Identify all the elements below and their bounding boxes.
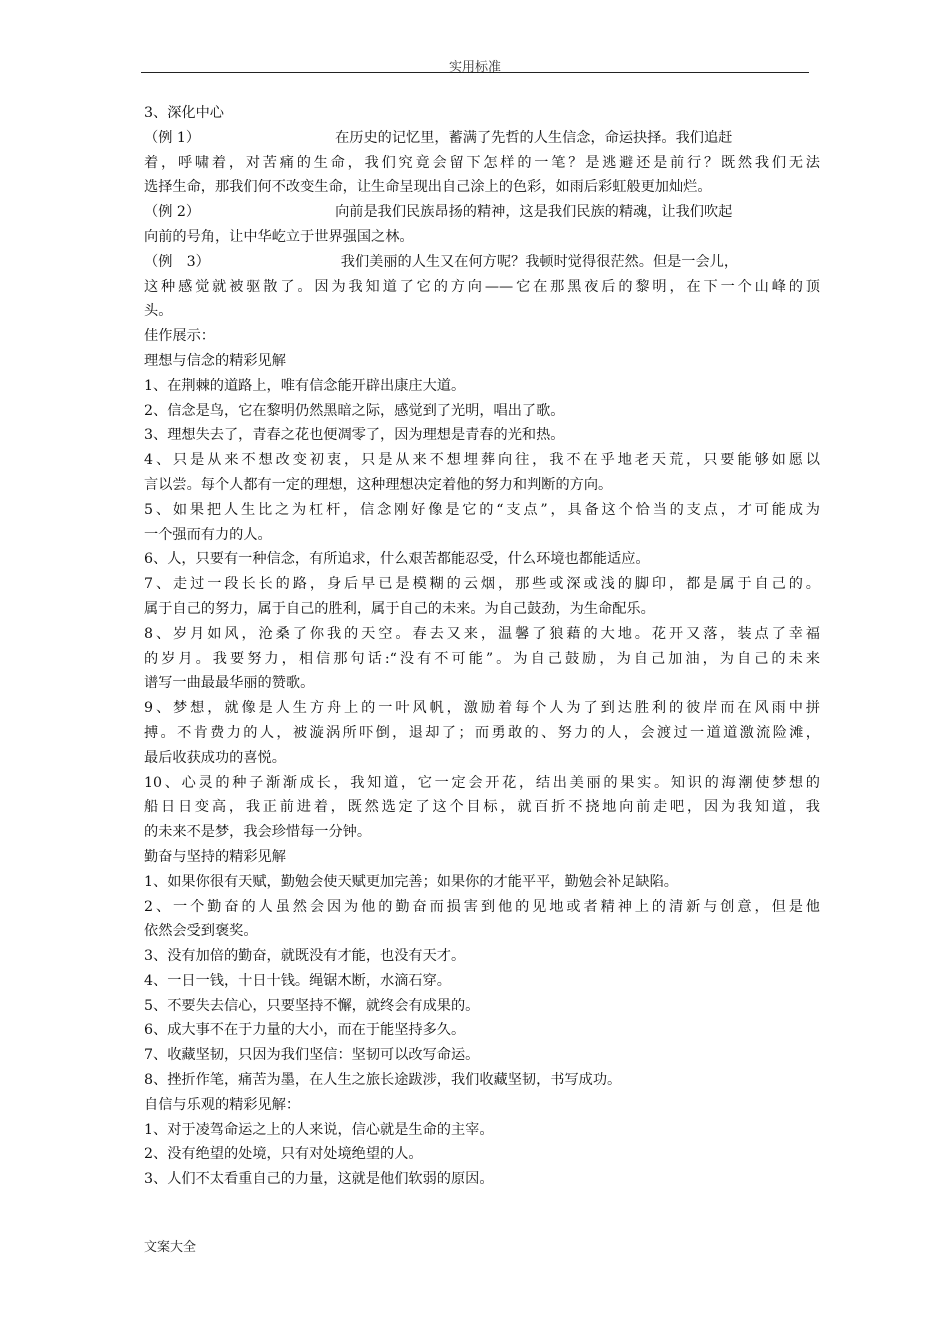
list-item — [144, 448, 820, 498]
text-line: 4、一日一钱，十日十钱。绳锯木断，水滴石穿。 — [144, 972, 451, 989]
example-paragraph — [144, 126, 820, 200]
page-header-title: 实用标准 — [448, 60, 501, 75]
page-footer-text: 文案大全 — [144, 1240, 197, 1255]
text-line: 的岁月。我要努力，相信那句话:“没有不可能”。为自己鼓励，为自己加油，为自己的未来 — [144, 650, 820, 667]
list-item — [144, 498, 820, 548]
text-line: 搏。不肯费力的人，被漩涡所吓倒，退却了；而勇敢的、努力的人，会渡过一道道激流险滩， — [144, 724, 820, 741]
group-title: 自信与乐观的精彩见解： — [144, 1096, 301, 1113]
text-line: 谱写一曲最最华丽的赞歌。 — [144, 675, 315, 692]
text-line: 1、在荆棘的道路上，唯有信念能开辟出康庄大道。 — [144, 377, 466, 394]
text-line: 属于自己的努力，属于自己的胜利，属于自己的未来。为自己鼓劲，为生命配乐。 — [144, 600, 655, 617]
text-line: 2、一个勤奋的人虽然会因为他的勤奋而损害到他的见地或者精神上的清新与创意，但是他 — [144, 898, 820, 915]
header-divider — [141, 72, 809, 73]
text-line: 选择生命，那我们何不改变生命，让生命呈现出自己涂上的色彩，如雨后彩虹般更加灿烂。 — [144, 179, 712, 196]
list-item — [144, 1118, 820, 1143]
list-item — [144, 1043, 820, 1068]
text-line: 头。 — [144, 303, 173, 320]
groups-block — [144, 349, 820, 1192]
showcase-title: 佳作展示： — [144, 328, 215, 345]
list-item — [144, 374, 820, 399]
example-label: （例 2） — [144, 204, 201, 221]
text-line: 的未来不是梦，我会珍惜每一分钟。 — [144, 824, 372, 841]
examples-block — [144, 126, 820, 324]
example-paragraph — [144, 250, 820, 324]
list-item — [144, 423, 820, 448]
list-item — [144, 399, 820, 424]
text-line: 7、走过一段长长的路，身后早已是模糊的云烟，那些或深或浅的脚印，都是属于自己的。 — [144, 576, 820, 593]
text-line: 1、对于凌驾命运之上的人来说，信心就是生命的主宰。 — [144, 1121, 494, 1138]
text-line: 6、人，只要有一种信念，有所追求，什么艰苦都能忍受，什么环境也都能适应。 — [144, 551, 650, 568]
text-line: 言以尝。每个人都有一定的理想，这种理想决定着他的努力和判断的方向。 — [144, 476, 613, 493]
list-item — [144, 771, 820, 845]
group-title: 勤奋与坚持的精彩见解 — [144, 848, 286, 865]
text-line: 一个强而有力的人。 — [144, 526, 272, 543]
text-line — [144, 126, 820, 151]
text-line: 10、心灵的种子渐渐成长，我知道，它一定会开花，结出美丽的果实。知识的海潮使梦想的 — [144, 774, 820, 791]
example-label: （例 1） — [144, 129, 201, 146]
list-item — [144, 895, 820, 945]
text-line: 船日日变高，我正前进着，既然选定了这个目标，就百折不挠地向前走吧，因为我知道，我 — [144, 799, 820, 816]
list-item — [144, 870, 820, 895]
group-title: 理想与信念的精彩见解 — [144, 352, 286, 369]
text-line: 3、理想失去了，青春之花也便凋零了，因为理想是青春的光和热。 — [144, 427, 565, 444]
list-item — [144, 1068, 820, 1093]
text-line: 7、收藏坚韧，只因为我们坚信：坚韧可以改写命运。 — [144, 1047, 480, 1064]
text-line: 依然会受到褒奖。 — [144, 923, 258, 940]
list-item — [144, 1142, 820, 1167]
example-text: 在历史的记忆里，蓄满了先哲的人生信念，命运抉择。我们追赶 — [335, 129, 733, 146]
text-line: 3、人们不太看重自己的力量，这就是他们软弱的原因。 — [144, 1171, 494, 1188]
text-line: 5、不要失去信心，只要坚持不懈，就终会有成果的。 — [144, 997, 480, 1014]
example-text: 我们美丽的人生又在何方呢？我顿时觉得很茫然。但是一会儿， — [340, 253, 739, 270]
text-line: 9、梦想，就像是人生方舟上的一叶风帆，激励着每个人为了到达胜利的彼岸而在风雨中拼 — [144, 700, 820, 717]
text-line: 这种感觉就被驱散了。因为我知道了它的方向——它在那黑夜后的黎明，在下一个山峰的顶 — [144, 278, 820, 295]
text-line: 1、如果你很有天赋，勤勉会使天赋更加完善；如果你的才能平平，勤勉会补足缺陷。 — [144, 873, 678, 890]
text-line: 6、成大事不在于力量的大小，而在于能坚持多久。 — [144, 1022, 466, 1039]
text-line: 2、信念是鸟，它在黎明仍然黑暗之际，感觉到了光明，唱出了歌。 — [144, 402, 565, 419]
list-item — [144, 572, 820, 622]
text-line: 最后收获成功的喜悦。 — [144, 749, 286, 766]
example-paragraph — [144, 200, 820, 250]
section-title: 3、深化中心 — [144, 105, 224, 121]
text-line: 4、只是从来不想改变初衷，只是从来不想埋葬向往，我不在乎地老天荒，只要能够如愿以 — [144, 452, 820, 469]
list-item — [144, 622, 820, 696]
text-line: 向前的号角，让中华屹立于世界强国之林。 — [144, 228, 414, 245]
text-line — [144, 250, 820, 275]
list-item — [144, 994, 820, 1019]
list-item — [144, 944, 820, 969]
list-item — [144, 547, 820, 572]
example-text: 向前是我们民族昂扬的精神，这是我们民族的精魂，让我们吹起 — [335, 204, 733, 221]
example-label: （例 3） — [144, 253, 210, 270]
document-body — [144, 101, 820, 1192]
text-line: 2、没有绝望的处境，只有对处境绝望的人。 — [144, 1146, 423, 1163]
list-item — [144, 1018, 820, 1043]
text-line: 8、挫折作笔，痛苦为墨，在人生之旅长途跋涉，我们收藏坚韧，书写成功。 — [144, 1072, 622, 1089]
text-line: 着，呼啸着，对苦痛的生命，我们究竟会留下怎样的一笔？是逃避还是前行？既然我们无法 — [144, 154, 820, 171]
text-line — [144, 200, 820, 225]
list-item — [144, 696, 820, 770]
text-line: 3、没有加倍的勤奋，就既没有才能，也没有天才。 — [144, 948, 466, 965]
text-line: 5、如果把人生比之为杠杆，信念刚好像是它的“支点”，具备这个恰当的支点，才可能成为 — [144, 501, 820, 518]
list-item — [144, 969, 820, 994]
text-line: 8、岁月如风，沧桑了你我的天空。春去又来，温馨了狼藉的大地。花开又落，装点了幸福 — [144, 625, 820, 642]
list-item — [144, 1167, 820, 1192]
